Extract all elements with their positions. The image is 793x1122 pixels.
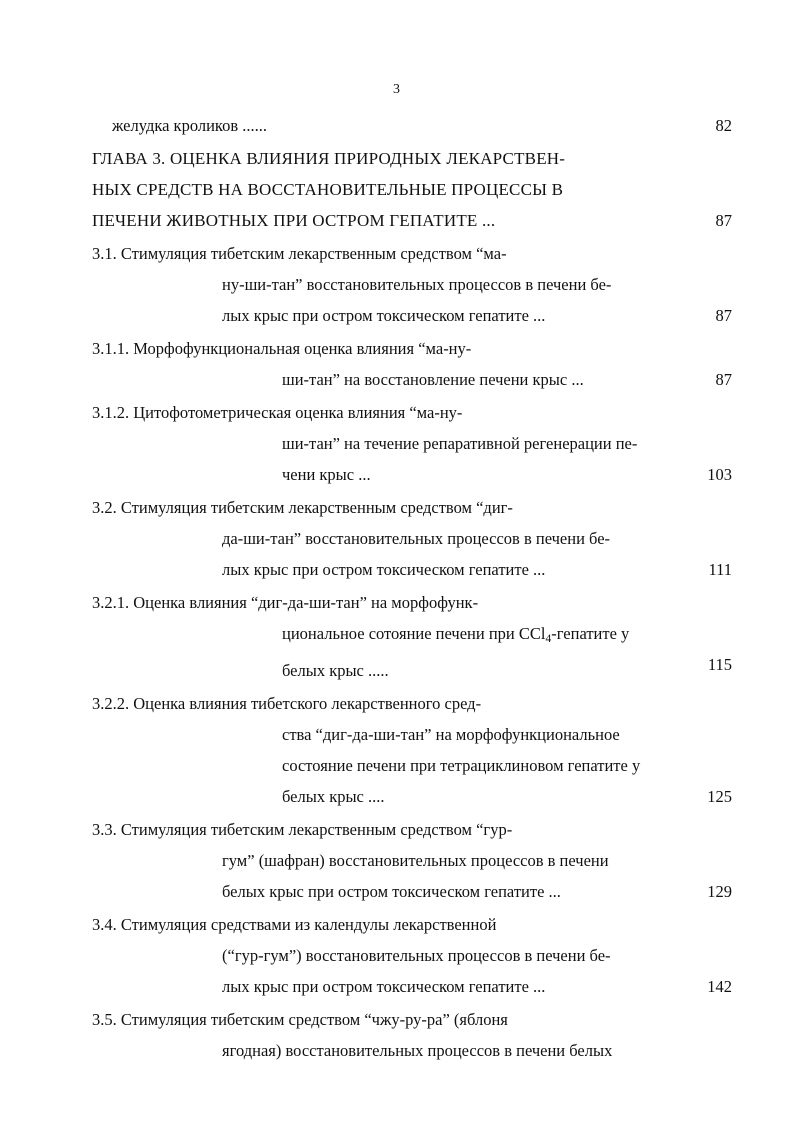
page-ref-slot: 142	[707, 976, 732, 996]
entry-text	[92, 143, 672, 236]
page-ref-slot: 82	[715, 116, 732, 135]
subscript-4: 4	[545, 632, 552, 645]
section-3-1[interactable]	[92, 238, 732, 331]
page-ref-slot	[672, 814, 732, 845]
page-ref-slot	[672, 688, 732, 719]
entry-page-number	[672, 688, 732, 812]
page-ref-slot	[672, 618, 732, 649]
entry-page-number	[672, 492, 732, 585]
page-ref-slot	[672, 174, 732, 205]
continuation-line[interactable]	[92, 110, 732, 141]
entry-line: 3.2. Стимуляция тибетским лекарственным средством “диг-	[92, 498, 513, 517]
entry-page-number	[672, 397, 732, 490]
page-ref-slot	[672, 397, 732, 428]
entry-page-number	[672, 333, 732, 395]
entry-text	[92, 110, 672, 141]
page-ref-slot	[672, 428, 732, 459]
entry-line: (“гур-гум”) восстановительных процессов в печени бе-	[222, 945, 611, 965]
entry-text	[92, 333, 672, 395]
page-ref-slot	[672, 143, 732, 174]
entry-line: 3.5. Стимуляция тибетским средством “чжу-ру-ра” (яблоня	[92, 1009, 508, 1029]
page-ref-slot	[672, 333, 732, 364]
entry-line: ПЕЧЕНИ ЖИВОТНЫХ ПРИ ОСТРОМ ГЕПАТИТЕ ...	[92, 211, 496, 230]
entry-line: 3.3. Стимуляция тибетским лекарственным средством “гур-	[92, 819, 513, 839]
page-ref-slot: 111	[708, 560, 732, 579]
page-ref-slot	[672, 909, 732, 940]
section-3-2-2[interactable]	[92, 688, 732, 812]
entry-page-number	[672, 909, 732, 1002]
entry-line: ства “диг-да-ши-тан” на морфофункциональное	[282, 724, 620, 744]
page-ref-slot	[672, 269, 732, 300]
page-ref-slot: 87	[715, 211, 732, 230]
entry-page-number	[672, 110, 732, 141]
page-ref-slot	[672, 238, 732, 269]
entry-line: 3.4. Стимуляция средствами из календулы лекарственной	[92, 914, 497, 934]
entry-line: гум” (шафран) восстановительных процессов в печени	[222, 850, 609, 870]
entry-line: чени крыс ...	[282, 465, 371, 484]
entry-text	[92, 587, 672, 686]
entry-line: 3.1. Стимуляция тибетским лекарственным средством “ма-	[92, 244, 507, 263]
entry-line: циональное сотояние печени при CCl$_4$-гепатите у	[282, 624, 630, 645]
entry-line: НЫХ СРЕДСТВ НА ВОССТАНОВИТЕЛЬНЫЕ ПРОЦЕССЫ В	[92, 180, 564, 199]
section-3-2-1[interactable]	[92, 587, 732, 686]
entry-page-number	[672, 238, 732, 331]
entry-line: белых крыс .....	[282, 660, 389, 680]
page-ref-slot	[672, 1035, 732, 1066]
section-3-2[interactable]	[92, 492, 732, 585]
entry-line: лых крыс при остром токсическом гепатите ...	[222, 306, 546, 325]
page-ref-slot	[672, 587, 732, 618]
section-3-3[interactable]	[92, 814, 732, 907]
entry-text	[92, 814, 672, 907]
entry-line: белых крыс при остром токсическом гепатите ...	[222, 881, 561, 901]
chapter-3-heading[interactable]	[92, 143, 732, 236]
entry-text	[92, 238, 672, 331]
entry-page-number	[672, 1004, 732, 1066]
page-ref-slot: 115	[707, 655, 732, 674]
page-ref-slot	[672, 1004, 732, 1035]
entry-line: да-ши-тан” восстановительных процессов в печени бе-	[222, 529, 611, 548]
entry-line: лых крыс при остром токсическом гепатите ...	[222, 976, 546, 996]
entry-line: лых крыс при остром токсическом гепатите ...	[222, 560, 546, 579]
entry-page-number	[672, 814, 732, 907]
page-ref-slot	[672, 750, 732, 781]
page-ref-slot: 103	[707, 465, 732, 484]
page-ref-slot	[672, 940, 732, 971]
page-ref-slot: 87	[715, 370, 732, 389]
entry-line: ши-тан” на течение репаративной регенерации пе-	[282, 434, 638, 453]
entry-line: состояние печени при тетрациклиновом гепатите у	[282, 755, 641, 775]
entry-line: 3.2.2. Оценка влияния тибетского лекарственного сред-	[92, 693, 482, 713]
entry-line: 3.1.1. Морфофункциональная оценка влияния “ма-ну-	[92, 339, 472, 358]
section-3-4[interactable]	[92, 909, 732, 1002]
entry-text	[92, 688, 672, 812]
entry-page-number	[672, 587, 732, 680]
page-ref-slot	[672, 492, 732, 523]
section-3-1-2[interactable]	[92, 397, 732, 490]
entry-line: 3.1.2. Цитофотометрическая оценка влияния “ма-ну-	[92, 403, 463, 422]
page-ref-slot: 87	[715, 306, 732, 325]
entry-line: ягодная) восстановительных процессов в печени белых	[222, 1040, 613, 1060]
entry-text	[92, 492, 672, 585]
table-of-contents	[92, 110, 732, 1068]
entry-page-number	[672, 143, 732, 236]
section-3-5[interactable]	[92, 1004, 732, 1066]
page-ref-slot: 125	[707, 786, 732, 806]
entry-line: ГЛАВА 3. ОЦЕНКА ВЛИЯНИЯ ПРИРОДНЫХ ЛЕКАРСТВЕН-	[92, 149, 566, 168]
entry-line: ну-ши-тан” восстановительных процессов в печени бе-	[222, 275, 612, 294]
page-number: 3	[393, 82, 400, 97]
page-ref-slot: 129	[707, 881, 732, 901]
entry-line: ши-тан” на восстановление печени крыс ...	[282, 370, 584, 389]
page-ref-slot	[672, 523, 732, 554]
entry-text	[92, 909, 672, 1002]
section-3-1-1[interactable]	[92, 333, 732, 395]
entry-text	[92, 1004, 672, 1066]
page-ref-slot	[672, 845, 732, 876]
entry-line: белых крыс ....	[282, 786, 385, 806]
entry-line: 3.2.1. Оценка влияния “диг-да-ши-тан” на морфофунк-	[92, 593, 479, 612]
page-ref-slot	[672, 719, 732, 750]
entry-text	[92, 397, 672, 490]
entry-line: желудка кроликов ......	[112, 116, 268, 135]
